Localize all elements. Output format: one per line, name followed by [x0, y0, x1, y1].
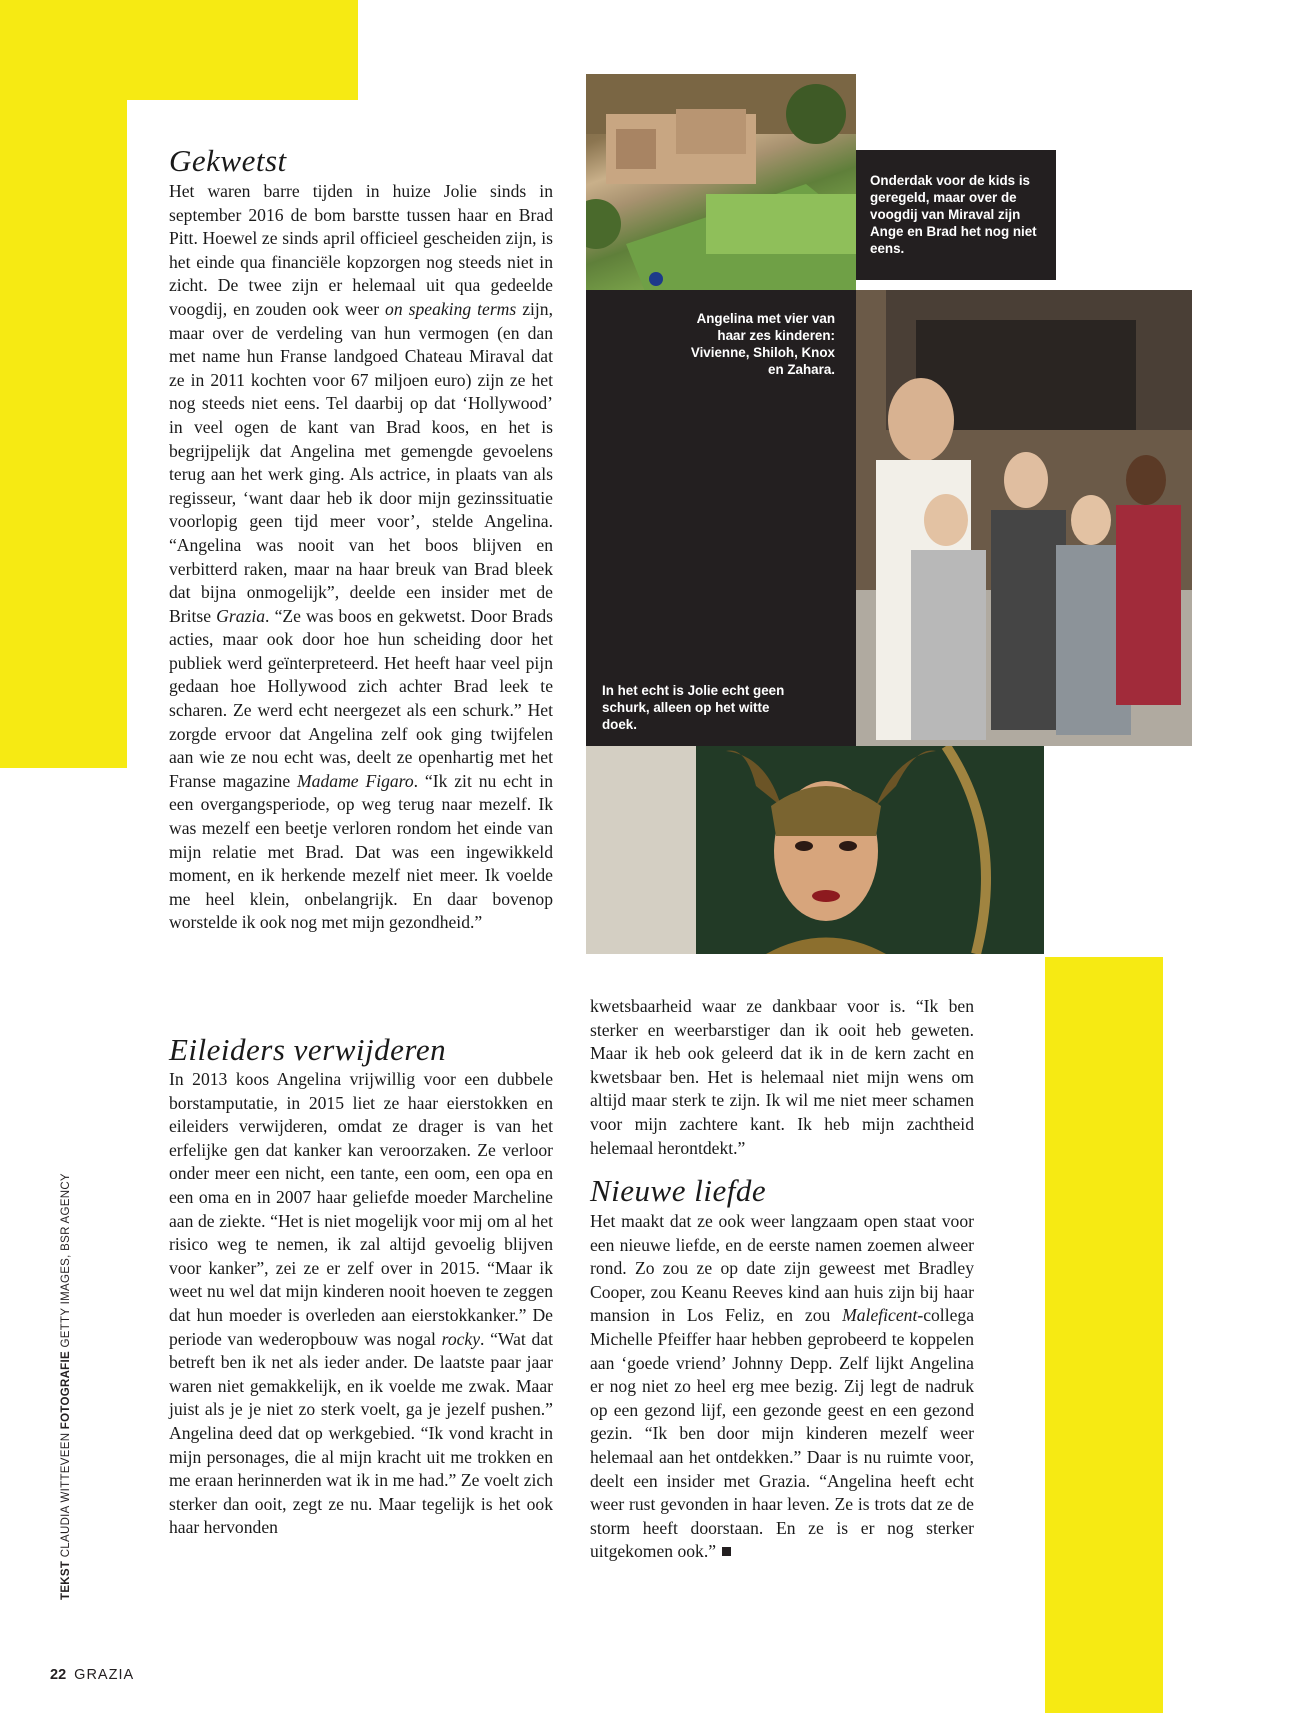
page-number: 22: [50, 1667, 67, 1683]
maleficent-photo: [586, 746, 1044, 954]
text-run: Het waren barre tijden in huize Jolie sinds in september 2016 de bom barstte tussen haar en Brad Pitt. Hoewel ze sinds april officieel gescheiden zijn, is het einde qua financiële kopzorgen nog steeds niet in zicht. De twee zijn er helemaal uit qua gedeelde voogdij, en zouden ook weer: [169, 181, 553, 319]
heading-nieuwe-liefde: Nieuwe liefde: [590, 1173, 767, 1208]
magazine-name: GRAZIA: [74, 1667, 135, 1683]
estate-illustration: [586, 74, 856, 294]
article-column-left-bottom: [169, 1068, 553, 1540]
text-run: zijn, maar over de verdeling van hun vermogen (en dan met name hun Franse landgoed Chateau Miraval dat ze in 2011 kochten voor 67 miljoen euro) zijn ze het nog steeds niet eens. Tel daarbij op dat ‘Hollywood’ in veel ogen de kant van Brad koos, en het is begrijpelijk dat Angelina met gemengde gevoelens terug aan het werk ging. Als actrice, in plaats van als regisseur, ‘want daar heb ik door mijn gezinssituatie voorlopig geen tijd meer voor’, stelde Angelina. “Angelina was nooit van het boos blijven en verbitterd raken, maar na haar breuk van Brad bleek dat bijna onmogelijk”, deelde een insider met de Britse: [169, 298, 553, 626]
end-mark-icon: [722, 1547, 731, 1556]
estate-aerial-photo: [586, 74, 856, 294]
maleficent-illustration: [586, 746, 1044, 954]
credit-text-label: TEKST: [60, 1560, 72, 1600]
paragraph-eileiders: [169, 1068, 553, 1540]
photo-credits: [60, 1173, 72, 1600]
text-run: In 2013 koos Angelina vrijwillig voor een dubbele borstamputatie, in 2015 liet ze haar eierstokken en eileiders verwijderen, omdat ze drager is van het erfelijke gen dat kanker kan veroorzaken. Ze verloor onder meer een nicht, een tante, een oom, een opa en een oma en in 2007 haar geliefde moeder Marcheline aan de ziekte. “Het is niet mogelijk voor mij om al het risico weg te nemen, ik zal altijd gevoelig blijven voor kanker”, zei ze er zelf over in 2015. “Maar ik weet nu wel dat mijn kinderen nooit hoeven te zeggen dat hun moeder is overleden aan eierstokkanker.” De periode van wederopbouw was nogal: [169, 1069, 553, 1349]
article-column-left-top: [169, 180, 553, 935]
text-run: . “Ze was boos en gekwetst. Door Brads acties, maar ook door hoe hun scheiding door het publiek werd geïnterpreteerd. Het heeft haar veel pijn gedaan hoe Hollywood zich achter Brad leek te scharen. Ze werd echt neergezet als een schurk.” Het zorgde ervoor dat Angelina zelf ook ging twijfelen aan wie ze nou echt was, deelt ze openhartig met het Franse magazine: [169, 605, 553, 791]
paragraph-eileiders-continued: kwetsbaarheid waar ze dankbaar voor is. “Ik ben sterker en weerbarstiger dan ik ooit heb geweten. Maar ik heb ook geleerd dat ik in de kern zacht en kwetsbaar ben. Het is helemaal niet mijn wens om altijd maar sterk te zijn. Ik wil me niet meer schamen voor mijn zachtere kant. Ik heb mijn zachtheid helemaal herontdekt.”: [590, 996, 974, 1158]
text-run-italic: Grazia: [216, 605, 266, 626]
credit-photo-label: FOTOGRAFIE: [60, 1351, 72, 1430]
text-run: Het maakt dat ze ook weer langzaam open staat voor een nieuwe liefde, en de eerste namen zoemen alweer rond. Zo zou ze op date zijn geweest met Bradley Cooper, zou Keanu Reeves kind aan huis zijn bij haar mansion in Los Feliz, en zou: [590, 1211, 974, 1326]
caption-family: Angelina met vier van haar zes kinderen: Vivienne, Shiloh, Knox en Zahara.: [690, 311, 835, 377]
credit-photo-name: GETTY IMAGES, BSR AGENCY: [60, 1173, 72, 1348]
article-column-right-bottom: [590, 1210, 974, 1564]
text-run-italic: rocky: [441, 1328, 481, 1349]
heading-eileiders: Eileiders verwijderen: [169, 1032, 447, 1067]
page-folio: [50, 1667, 134, 1683]
text-run-italic: on speaking terms: [385, 298, 517, 319]
caption-estate: Onderdak voor de kids is geregeld, maar over de voogdij van Miraval zijn Ange en Brad het nog niet eens.: [870, 173, 1037, 256]
heading-gekwetst: Gekwetst: [169, 143, 287, 178]
yellow-accent-left: [0, 100, 127, 768]
article-column-right-top: [590, 995, 974, 1160]
text-run-italic: Maleficent: [842, 1305, 918, 1326]
credit-text-name: CLAUDIA WITTEVEEN: [60, 1432, 72, 1558]
paragraph-nieuwe-liefde: [590, 1210, 974, 1564]
text-run: -collega Michelle Pfeiffer haar hebben geprobeerd te koppelen aan ‘goede vriend’ Johnny Depp. Zelf lijkt Angelina er nog niet zo heel erg mee bezig. Zij legt de nadruk op een gezond lijf, een gezonde geest en een gezond gezin. “Ik ben door mijn kinderen mezelf weer helemaal aan het ontdekken.” Daar is nu ruimte voor, deelt een insider met Grazia. “Angelina heeft echt weer rust gevonden in haar leven. Ze is trots dat ze de storm heeft doorstaan. En ze is er nog sterker uitgekomen ook.”: [590, 1305, 974, 1562]
text-run: . “Ik zit nu echt in een overgangsperiode, op weg terug naar mezelf. Ik was mezelf een beetje verloren rondom het einde van mijn relatie met Brad. Dat was een ingewikkeld moment, en ik herkende mezelf niet meer. Ik voelde me heel klein, onbelangrijk. En daar bovenop worstelde ik ook nog met mijn gezondheid.”: [169, 770, 553, 933]
yellow-accent-right: [1045, 957, 1163, 1713]
yellow-accent-top: [0, 0, 358, 100]
text-run: . “Wat dat betreft ben ik net als ieder ander. De laatste paar jaar waren niet gemakkelijk, en ik voelde me zwak. Maar juist als je je niet zo sterk voelt, ga je jezelf pushen.” Angelina deed dat op werkgebied. “Ik vond kracht in mijn personages, die al mijn kracht uit me trokken en me eraan herinnerden wat ik in me had.” Ze voelt zich sterker dan ooit, zegt ze nu. Maar tegelijk is het ook haar hervonden: [169, 1328, 553, 1538]
caption-maleficent: In het echt is Jolie echt geen schurk, alleen op het witte doek.: [602, 683, 785, 732]
paragraph-gekwetst: [169, 180, 553, 935]
text-run-italic: Madame Figaro: [297, 770, 414, 791]
